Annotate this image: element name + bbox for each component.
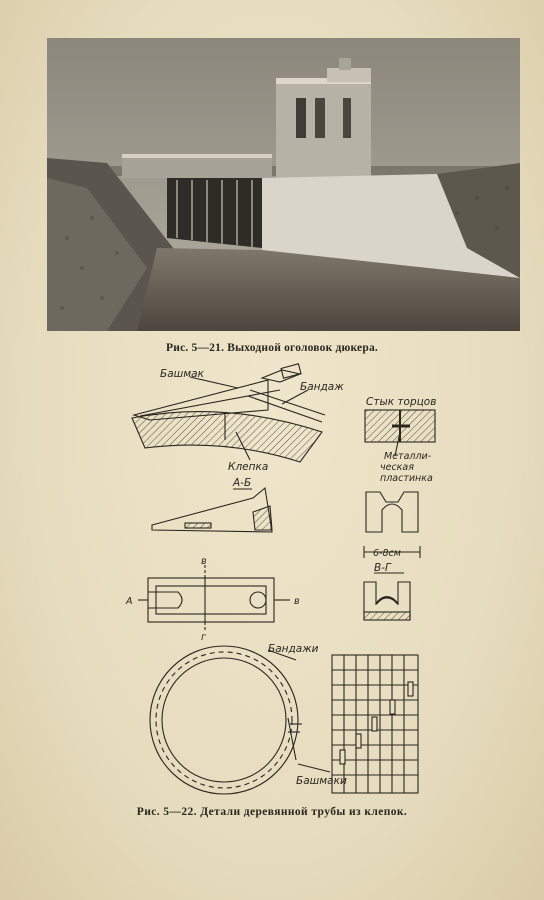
end-joint-view (365, 410, 435, 456)
shoe-front-view (364, 492, 420, 573)
label-mark-a: А (126, 596, 133, 607)
label-bashmaki: Башмаки (296, 775, 347, 787)
label-bandazh: Бандаж (300, 381, 344, 393)
technical-drawing-stave-pipe (0, 360, 544, 805)
label-section-ab: А-Б (233, 477, 252, 489)
label-bashmak: Башмак (160, 368, 204, 380)
label-metal-plate-2: ческая (380, 462, 414, 473)
label-metal-plate-1: Металли- (384, 451, 432, 462)
figure-caption-5-22: Рис. 5—22. Детали деревянной трубы из клепок. (136, 806, 408, 818)
pipe-ring-view (150, 646, 330, 794)
section-a-b-view (152, 488, 272, 532)
label-width-dim: 6-8см (373, 548, 401, 559)
label-mark-v-right: в (294, 596, 300, 607)
photo-outlet-head (47, 38, 520, 331)
label-styk-tortsov: Стык торцов (366, 396, 437, 408)
label-klepka: Клепка (228, 461, 269, 473)
figure-caption-5-21: Рис. 5—21. Выходной оголовок дюкера. (166, 342, 378, 354)
pipe-side-view (332, 655, 418, 793)
label-bandazhi: Бандажи (268, 643, 319, 655)
label-section-vg: В-Г (374, 562, 391, 574)
label-mark-v-top: в (201, 556, 207, 567)
label-mark-g: г (201, 632, 206, 643)
label-metal-plate-3: пластинка (380, 473, 433, 484)
section-v-g-view (364, 582, 410, 620)
shoe-plan-view (138, 565, 290, 632)
